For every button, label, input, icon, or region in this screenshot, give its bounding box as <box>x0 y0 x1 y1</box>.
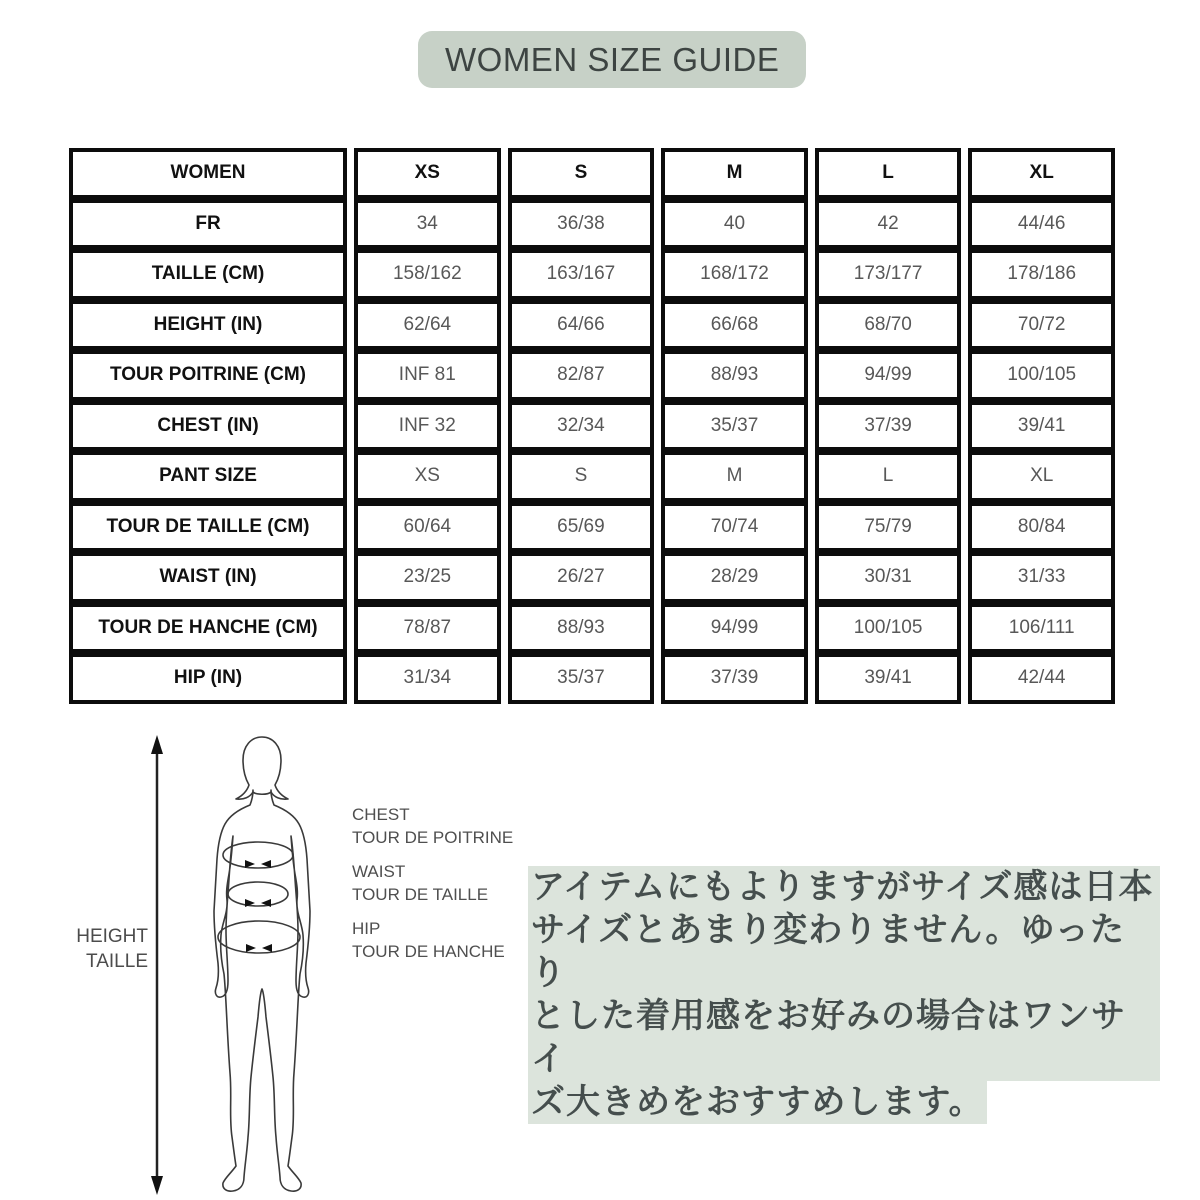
value-cell: M <box>661 451 808 502</box>
value-cell: 178/186 <box>968 249 1115 300</box>
table-row <box>69 249 1115 300</box>
row-label-cell: WAIST (IN) <box>69 552 347 603</box>
value-cell: 88/93 <box>661 350 808 401</box>
value-cell: 78/87 <box>354 603 501 654</box>
table-row <box>69 552 1115 603</box>
size-note <box>528 866 1160 1124</box>
value-cell: 66/68 <box>661 300 808 351</box>
value-cell: 31/34 <box>354 653 501 704</box>
value-cell: 106/111 <box>968 603 1115 654</box>
height-label <box>54 924 148 974</box>
hip-label <box>352 918 513 963</box>
hip-ellipse <box>218 921 300 953</box>
row-label-cell: FR <box>69 199 347 250</box>
size-table-header-cell: WOMEN <box>69 148 347 199</box>
chest-label <box>352 804 513 849</box>
figure-head <box>236 737 288 799</box>
height-label-en: HEIGHT <box>76 926 148 947</box>
value-cell: 28/29 <box>661 552 808 603</box>
height-arrow-icon <box>148 734 166 1196</box>
value-cell: 40 <box>661 199 808 250</box>
value-cell: 62/64 <box>354 300 501 351</box>
chest-label-fr: TOUR DE POITRINE <box>352 827 514 847</box>
value-cell: INF 81 <box>354 350 501 401</box>
chest-arrow-icon <box>245 860 255 868</box>
hip-label-fr: TOUR DE HANCHE <box>352 941 505 961</box>
value-cell: 88/93 <box>508 603 655 654</box>
value-cell: 168/172 <box>661 249 808 300</box>
measure-labels <box>352 804 513 975</box>
row-label-cell: TAILLE (CM) <box>69 249 347 300</box>
value-cell: 30/31 <box>815 552 962 603</box>
value-cell: 64/66 <box>508 300 655 351</box>
height-label-fr: TAILLE <box>86 951 148 972</box>
value-cell: 35/37 <box>661 401 808 452</box>
value-cell: 70/74 <box>661 502 808 553</box>
size-note-line: アイテムにもよりますがサイズ感は日本 <box>528 866 1160 909</box>
row-label-cell: TOUR DE TAILLE (CM) <box>69 502 347 553</box>
size-table-head <box>69 148 1115 199</box>
row-label-cell: HIP (IN) <box>69 653 347 704</box>
value-cell: 100/105 <box>968 350 1115 401</box>
table-row <box>69 401 1115 452</box>
size-table-header-cell: M <box>661 148 808 199</box>
value-cell: 68/70 <box>815 300 962 351</box>
size-table-header-cell: L <box>815 148 962 199</box>
body-figure <box>200 733 324 1195</box>
row-label-cell: PANT SIZE <box>69 451 347 502</box>
value-cell: 158/162 <box>354 249 501 300</box>
value-cell: 82/87 <box>508 350 655 401</box>
hip-label-en: HIP <box>352 919 381 938</box>
chest-ellipse <box>223 842 293 868</box>
value-cell: XL <box>968 451 1115 502</box>
value-cell: L <box>815 451 962 502</box>
hip-arrow-icon <box>246 944 256 952</box>
value-cell: 34 <box>354 199 501 250</box>
size-table-header-cell: XL <box>968 148 1115 199</box>
table-row <box>69 653 1115 704</box>
value-cell: 39/41 <box>968 401 1115 452</box>
value-cell: 94/99 <box>815 350 962 401</box>
chest-label-en: CHEST <box>352 805 410 824</box>
value-cell: 100/105 <box>815 603 962 654</box>
size-table-header-row <box>69 148 1115 199</box>
value-cell: 60/64 <box>354 502 501 553</box>
value-cell: 65/69 <box>508 502 655 553</box>
size-table-header-cell: XS <box>354 148 501 199</box>
value-cell: 37/39 <box>661 653 808 704</box>
figure-body <box>214 790 310 1191</box>
waist-label <box>352 861 513 906</box>
value-cell: 42/44 <box>968 653 1115 704</box>
row-label-cell: TOUR POITRINE (CM) <box>69 350 347 401</box>
value-cell: 35/37 <box>508 653 655 704</box>
size-note-line: サイズとあまり変わりません。ゆったり <box>528 909 1160 995</box>
value-cell: 173/177 <box>815 249 962 300</box>
page-title: WOMEN SIZE GUIDE <box>445 40 780 78</box>
value-cell: 163/167 <box>508 249 655 300</box>
value-cell: 75/79 <box>815 502 962 553</box>
value-cell: XS <box>354 451 501 502</box>
title-pill <box>418 31 806 88</box>
value-cell: 80/84 <box>968 502 1115 553</box>
value-cell: INF 32 <box>354 401 501 452</box>
table-row <box>69 502 1115 553</box>
value-cell: 70/72 <box>968 300 1115 351</box>
chest-arrow-icon <box>261 860 271 868</box>
hip-arrow-icon <box>262 944 272 952</box>
value-cell: 31/33 <box>968 552 1115 603</box>
size-table-body <box>69 199 1115 704</box>
table-row <box>69 451 1115 502</box>
size-table <box>62 148 1122 704</box>
value-cell: 32/34 <box>508 401 655 452</box>
row-label-cell: HEIGHT (IN) <box>69 300 347 351</box>
table-row <box>69 300 1115 351</box>
size-note-line: とした着用感をお好みの場合はワンサイ <box>528 995 1160 1081</box>
value-cell: 37/39 <box>815 401 962 452</box>
value-cell: 36/38 <box>508 199 655 250</box>
value-cell: S <box>508 451 655 502</box>
size-note-line: ズ大きめをおすすめします。 <box>528 1081 1160 1124</box>
size-table-header-cell: S <box>508 148 655 199</box>
waist-label-en: WAIST <box>352 862 406 881</box>
value-cell: 94/99 <box>661 603 808 654</box>
table-row <box>69 350 1115 401</box>
value-cell: 42 <box>815 199 962 250</box>
value-cell: 39/41 <box>815 653 962 704</box>
row-label-cell: CHEST (IN) <box>69 401 347 452</box>
waist-label-fr: TOUR DE TAILLE <box>352 884 489 904</box>
row-label-cell: TOUR DE HANCHE (CM) <box>69 603 347 654</box>
table-row <box>69 199 1115 250</box>
value-cell: 26/27 <box>508 552 655 603</box>
value-cell: 44/46 <box>968 199 1115 250</box>
table-row <box>69 603 1115 654</box>
waist-ellipse <box>228 882 288 906</box>
value-cell: 23/25 <box>354 552 501 603</box>
